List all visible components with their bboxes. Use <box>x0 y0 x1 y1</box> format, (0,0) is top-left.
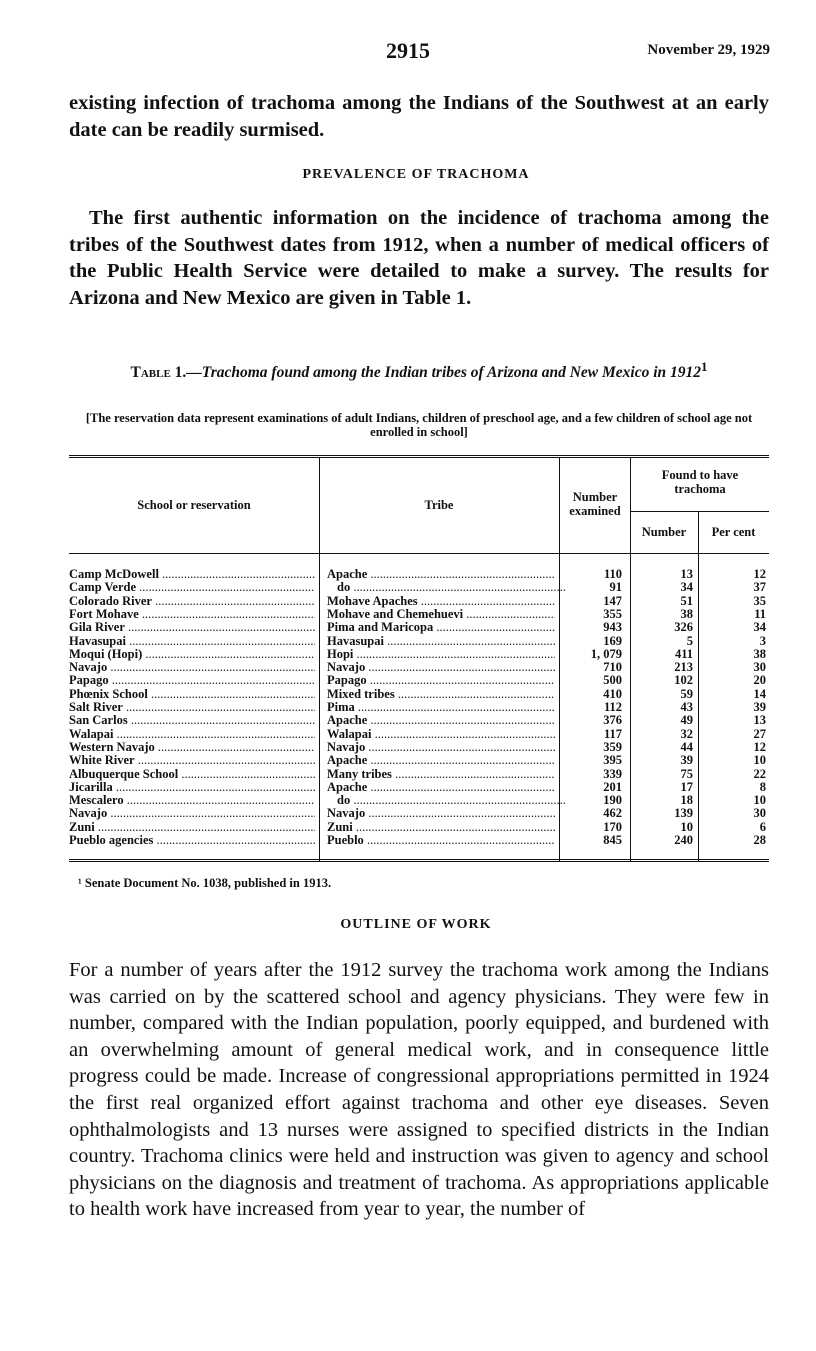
table-row: Zuni ..... Zuni ..... 170 10 6 <box>0 821 816 834</box>
table-row: Camp Verde ..... do ..... 91 34 37 <box>0 581 816 594</box>
table-row: White River ..... Apache ..... 395 39 10 <box>0 754 816 767</box>
table-top-rule <box>69 455 769 458</box>
outline-heading: OUTLINE OF WORK <box>340 917 492 932</box>
page-date: November 29, 1929 <box>647 42 770 58</box>
col-header-tribe: Tribe <box>424 498 454 512</box>
table-row: Phœnix School ..... Mixed tribes ..... 410 59 14 <box>0 688 816 701</box>
table-row: Fort Mohave ..... Mohave and Chemehuevi ..... 355 38 11 <box>0 608 816 621</box>
table-row: Colorado River ..... Mohave Apaches ..... 147 51 35 <box>0 595 816 608</box>
page-number: 2915 <box>386 38 430 63</box>
col-header-number: Number <box>641 525 687 539</box>
table-bottom-rule <box>69 859 769 862</box>
col-header-number-examined: Number examined <box>569 490 621 518</box>
table-row: Moqui (Hopi) ..... Hopi ..... 1, 079 411 38 <box>0 648 816 661</box>
table-footnote: ¹ Senate Document No. 1038, published in 1913. <box>78 876 332 890</box>
table-caption-text: —Trachoma found among the Indian tribes of Arizona and New Mexico in 1912 <box>186 364 702 382</box>
found-group-rule <box>630 511 769 512</box>
table-row: Gila River ..... Pima and Maricopa ..... 943 326 34 <box>0 621 816 634</box>
outline-paragraph: For a number of years after the 1912 survey the trachoma work among the Indians was carried on by the scattered school and agency physicians. They were few in number, compared with the Indian population, poorly equipped, and burdened with an overwhelming amount of general medical work, and in consequence little progress could be made. Increase of congressional appropriations permitted in 1924 the first real organized effort against trachoma and other eye diseases. Seven ophthalmologists and 13 nurses were assigned to specified districts in the Indian country. Trachoma clinics were held and instruction was given to agency and school physicians on the diagnosis and treatment of trachoma. As appropriations applicable to health work have increased from year to year, the number of <box>69 959 769 1221</box>
table-caption-footnote-mark: 1 <box>701 359 708 374</box>
table-row: Mescalero ..... do ..... 190 18 10 <box>0 794 816 807</box>
prevalence-heading: PREVALENCE OF TRACHOMA <box>302 167 530 182</box>
intro-paragraph: existing infection of trachoma among the Indians of the Southwest at an early date can be readily surmised. <box>69 92 769 141</box>
table-row: Jicarilla ..... Apache ..... 201 17 8 <box>0 781 816 794</box>
col-header-per-cent: Per cent <box>711 525 756 539</box>
table-row: Pueblo agencies ..... Pueblo ..... 845 240 28 <box>0 834 816 847</box>
table-caption <box>69 358 769 382</box>
table-row: Havasupai ..... Havasupai ..... 169 5 3 <box>0 635 816 648</box>
table-row: Navajo ..... Navajo ..... 710 213 30 <box>0 661 816 674</box>
table-caption-label: Table 1. <box>130 364 187 382</box>
col-header-school: School or reservation <box>137 498 251 512</box>
table-row: Albuquerque School ..... Many tribes ..... 339 75 22 <box>0 768 816 781</box>
table-row: Navajo ..... Navajo ..... 462 139 30 <box>0 807 816 820</box>
prevalence-paragraph: The first authentic information on the incidence of trachoma among the tribes of the Southwest dates from 1912, when a number of medical officers of the Public Health Service were detailed to make a survey. The results for Arizona and New Mexico are given in Table 1. <box>69 207 769 309</box>
table-row: Papago ..... Papago ..... 500 102 20 <box>0 674 816 687</box>
table-row: Salt River ..... Pima ..... 112 43 39 <box>0 701 816 714</box>
table-header-rule <box>69 553 769 554</box>
col-header-found-group: Found to have trachoma <box>661 468 739 496</box>
table-row: Camp McDowell ..... Apache ..... 110 13 12 <box>0 568 816 581</box>
table-row: Walapai ..... Walapai ..... 117 32 27 <box>0 728 816 741</box>
table-note: [The reservation data represent examinations of adult Indians, children of preschool age, and a few children of school age not enrolled in school] <box>85 411 753 439</box>
table-row: Western Navajo ..... Navajo ..... 359 44 12 <box>0 741 816 754</box>
table-row: San Carlos ..... Apache ..... 376 49 13 <box>0 714 816 727</box>
